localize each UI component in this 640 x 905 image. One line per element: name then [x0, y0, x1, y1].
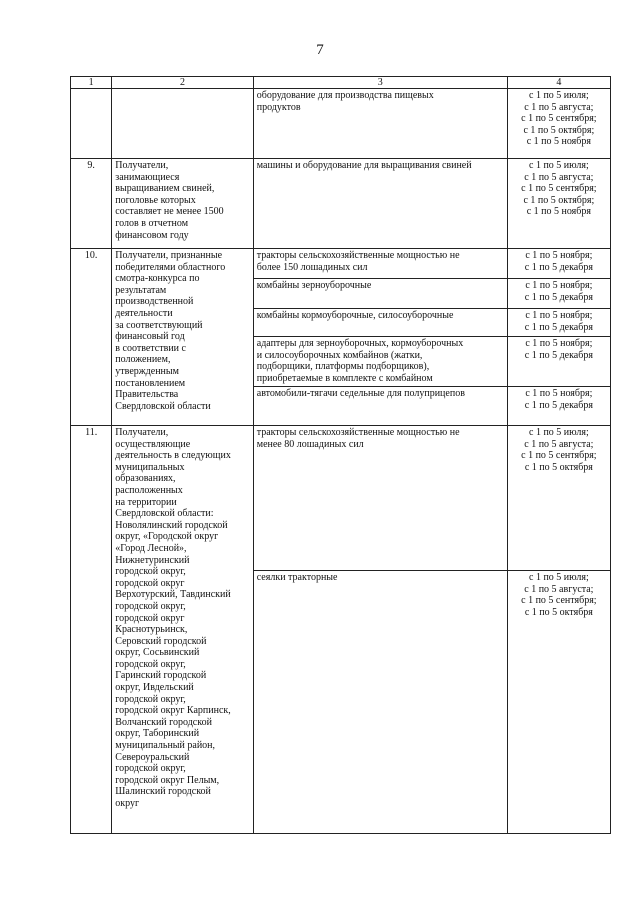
- equipment-cell: [253, 309, 507, 337]
- dates-cell: [507, 89, 610, 159]
- page-number: 7: [316, 42, 324, 58]
- recipient-line: Получатели, признанные: [115, 250, 223, 261]
- row-number: 11.: [71, 426, 112, 834]
- equipment-cell: [253, 426, 507, 571]
- equipment-line: автомобили-тягачи седельные для полуприцепов: [256, 388, 465, 399]
- date-line: с 1 по 5 октября: [524, 606, 593, 618]
- date-line: с 1 по 5 ноября;: [525, 310, 593, 321]
- recipient-line: округ, Таборинский: [115, 728, 200, 740]
- equipment-cell: [253, 571, 507, 834]
- recipient-line: городской округ,: [115, 693, 186, 705]
- recipient-line: Получатели,: [115, 427, 169, 438]
- recipient-line: городской округ Карпинск,: [115, 705, 231, 717]
- date-line: с 1 по 5 сентября;: [521, 450, 597, 462]
- date-line: с 1 по 5 июля;: [529, 427, 589, 438]
- column-header: 2: [112, 77, 253, 89]
- recipient-line: Шалинский городской: [115, 786, 211, 798]
- dates-cell: [507, 309, 610, 337]
- dates-cell: [507, 159, 610, 249]
- date-line: с 1 по 5 ноября: [526, 136, 591, 148]
- recipient-line: «Город Лесной»,: [115, 542, 187, 554]
- date-line: с 1 по 5 ноября;: [525, 250, 593, 261]
- equipment-line: комбайны кормоуборочные, силосоуборочные: [256, 310, 454, 321]
- equipment-line: подборщики, платформы подборщиков),: [256, 361, 430, 373]
- dates-cell: [507, 387, 610, 426]
- recipient-line: округ, Сосьвинский: [115, 647, 200, 659]
- equipment-line: более 150 лошадиных сил: [256, 261, 368, 273]
- recipient-line: городской округ,: [115, 600, 186, 612]
- recipient-line: положением,: [115, 354, 171, 366]
- recipient-line: Получатели,: [115, 160, 169, 171]
- date-line: с 1 по 5 ноября: [526, 206, 591, 218]
- recipient-line: производственной: [115, 296, 194, 308]
- date-line: с 1 по 5 июля;: [529, 90, 589, 101]
- recipient-line: за соответствующий: [115, 319, 203, 331]
- dates-cell: [507, 426, 610, 571]
- table-header-row: [71, 77, 611, 89]
- date-line: с 1 по 5 сентября;: [521, 113, 597, 125]
- table-row: [71, 249, 611, 279]
- recipient-line: городской округ,: [115, 658, 186, 670]
- recipient-line: результатам: [115, 284, 167, 296]
- recipient-line: выращиванием свиней,: [115, 183, 215, 195]
- recipient-line: городской округ,: [115, 763, 186, 775]
- recipient-line: городской округ: [115, 577, 185, 589]
- date-line: с 1 по 5 августа;: [524, 583, 594, 595]
- recipient-line: городской округ: [115, 612, 185, 624]
- recipient-line: победителями областного: [115, 261, 226, 273]
- date-line: с 1 по 5 ноября;: [525, 338, 593, 349]
- date-line: с 1 по 5 сентября;: [521, 595, 597, 607]
- equipment-line: приобретаемые в комплекте с комбайном: [256, 372, 433, 384]
- equipment-line: и силосоуборочных комбайнов (жатки,: [256, 349, 423, 361]
- recipient-line: финансовый год: [115, 331, 185, 343]
- equipment-line: комбайны зерноуборочные: [256, 280, 372, 291]
- recipient-line: муниципальный район,: [115, 740, 216, 752]
- recipient-line: постановлением: [115, 377, 186, 389]
- date-line: с 1 по 5 августа;: [524, 171, 594, 183]
- date-line: с 1 по 5 декабря: [524, 321, 593, 333]
- table-row: [71, 89, 611, 159]
- date-line: с 1 по 5 декабря: [524, 291, 593, 303]
- table-row: [71, 159, 611, 249]
- recipient-cell: [112, 159, 253, 249]
- equipment-line: машины и оборудование для выращивания свиней: [256, 160, 472, 171]
- equipment-line: тракторы сельскохозяйственные мощностью не: [256, 427, 460, 438]
- recipient-line: Свердловской области:: [115, 508, 214, 520]
- dates-cell: [507, 337, 610, 387]
- equipment-cell: [253, 387, 507, 426]
- equipment-line: продуктов: [256, 101, 301, 113]
- recipient-line: округ: [115, 798, 140, 809]
- recipient-cell: [112, 249, 253, 426]
- equipment-line: оборудование для производства пищевых: [256, 90, 434, 101]
- recipient-line: Свердловской области: [115, 400, 211, 412]
- recipient-line: Серовский городской: [115, 635, 207, 647]
- equipment-line: тракторы сельскохозяйственные мощностью не: [256, 250, 460, 261]
- date-line: с 1 по 5 декабря: [524, 349, 593, 361]
- date-line: с 1 по 5 октября;: [523, 194, 595, 206]
- date-line: с 1 по 5 декабря: [524, 261, 593, 273]
- date-line: с 1 по 5 августа;: [524, 438, 594, 450]
- row-number: 10.: [71, 249, 112, 426]
- equipment-line: менее 80 лошадиных сил: [256, 438, 364, 450]
- recipient-line: расположенных: [115, 484, 183, 496]
- date-line: с 1 по 5 сентября;: [521, 183, 597, 195]
- recipient-line: голов в отчетном: [115, 217, 189, 229]
- date-line: с 1 по 5 августа;: [524, 101, 594, 113]
- recipient-line: городской округ,: [115, 566, 186, 578]
- recipient-cell: [112, 426, 253, 834]
- recipient-line: в соответствии с: [115, 342, 186, 354]
- equipment-cell: [253, 249, 507, 279]
- equipment-line: сеялки тракторные: [256, 572, 338, 583]
- recipient-line: городской округ Пелым,: [115, 774, 220, 786]
- dates-cell: [507, 571, 610, 834]
- recipient-line: Правительства: [115, 389, 179, 401]
- table-row: [71, 426, 611, 571]
- recipient-line: округ, Ивдельский: [115, 682, 194, 694]
- equipment-cell: [253, 337, 507, 387]
- recipient-line: Краснотурьинск,: [115, 624, 188, 636]
- recipient-line: составляет не менее 1500: [115, 206, 224, 218]
- recipient-line: деятельности: [115, 307, 173, 319]
- recipient-line: деятельность в следующих: [115, 450, 231, 462]
- recipient-line: занимающиеся: [115, 171, 180, 183]
- recipient-line: Верхотурский, Тавдинский: [115, 589, 231, 601]
- row-number: [71, 89, 112, 159]
- equipment-cell: [253, 279, 507, 309]
- recipient-line: Нижнетуринский: [115, 554, 190, 566]
- equipment-line: адаптеры для зерноуборочных, кормоуборочных: [256, 338, 464, 349]
- recipient-line: Гаринский городской: [115, 670, 207, 682]
- recipient-line: Новолялинский городской: [115, 519, 228, 531]
- recipient-cell: [112, 89, 253, 159]
- recipient-line: муниципальных: [115, 461, 185, 473]
- row-number: 9.: [71, 159, 112, 249]
- recipient-line: Волчанский городской: [115, 716, 212, 728]
- recipient-line: Североуральский: [115, 751, 190, 763]
- equipment-cell: [253, 89, 507, 159]
- date-line: с 1 по 5 октября: [524, 461, 593, 473]
- column-header: 4: [507, 77, 610, 89]
- recipient-line: поголовье которых: [115, 194, 196, 206]
- dates-cell: [507, 279, 610, 309]
- dates-cell: [507, 249, 610, 279]
- date-line: с 1 по 5 ноября;: [525, 280, 593, 291]
- date-line: с 1 по 5 октября;: [523, 124, 595, 136]
- date-line: с 1 по 5 ноября;: [525, 388, 593, 399]
- column-header: 1: [71, 77, 112, 89]
- column-header: 3: [253, 77, 507, 89]
- recipient-line: утвержденным: [115, 365, 179, 377]
- equipment-cell: [253, 159, 507, 249]
- date-line: с 1 по 5 декабря: [524, 399, 593, 411]
- date-line: с 1 по 5 июля;: [529, 160, 589, 171]
- recipient-line: округ, «Городской округ: [115, 531, 219, 543]
- recipient-line: смотра-конкурса по: [115, 273, 200, 285]
- recipient-line: осуществляющие: [115, 438, 191, 450]
- recipient-line: на территории: [115, 496, 177, 508]
- recipient-line: финансовом году: [115, 229, 189, 241]
- date-line: с 1 по 5 июля;: [529, 572, 589, 583]
- subsidy-table: [70, 76, 611, 834]
- recipient-line: образованиях,: [115, 473, 176, 485]
